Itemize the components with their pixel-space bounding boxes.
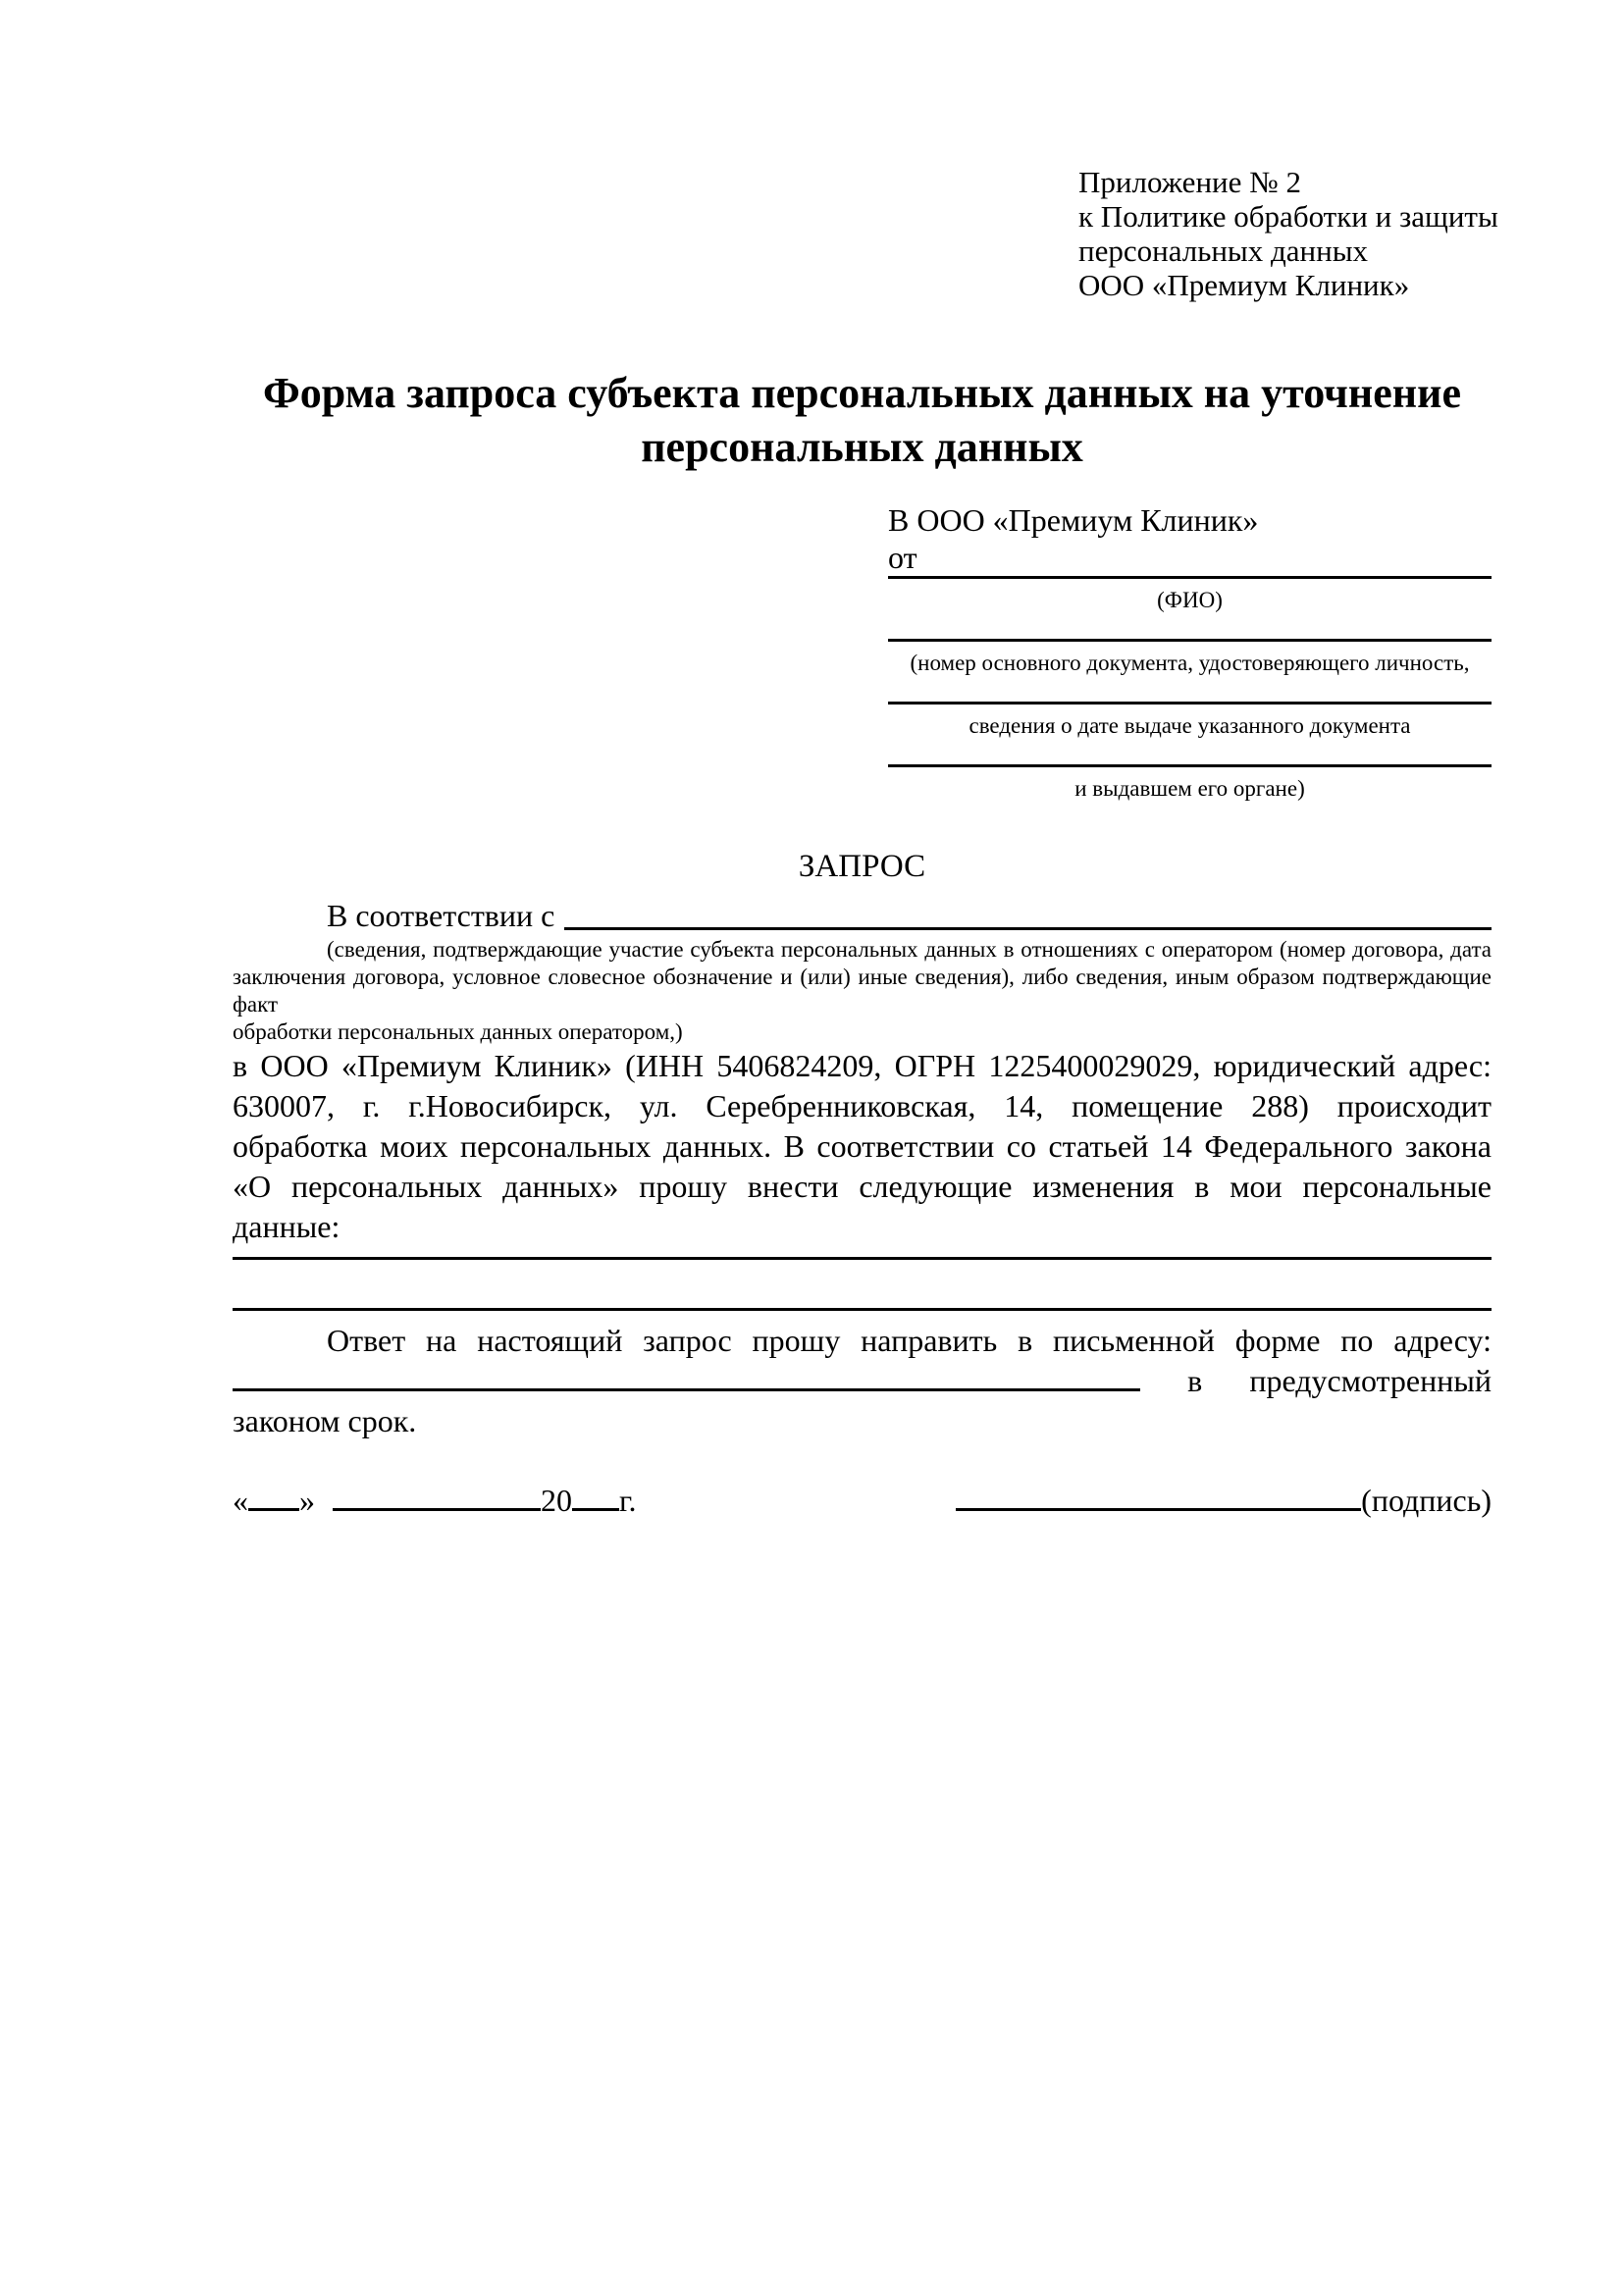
accordance-note-line: заключения договора, условное словесное обозначение и (или) иные сведения), либо сведения, иным образом подтверждающие факт	[233, 965, 1492, 1017]
accordance-note-line: (сведения, подтверждающие участие субъекта персональных данных в отношениях с оператором (номер договора, дата	[327, 937, 1492, 962]
annex-line: ООО «Премиум Клиник»	[1078, 268, 1410, 302]
annex-block	[1078, 165, 1510, 302]
answer-word: предусмотренный	[1249, 1363, 1492, 1398]
request-heading: ЗАПРОС	[798, 849, 926, 884]
addressee-from: от	[888, 540, 917, 575]
annex-line: Приложение № 2	[1078, 165, 1301, 199]
addressee-block	[888, 501, 1492, 802]
signature-caption: (подпись)	[1361, 1483, 1492, 1518]
day-blank-line	[248, 1485, 299, 1511]
signature-field	[956, 1481, 1492, 1521]
accordance-note-line: обработки персональных данных оператором,)	[233, 1019, 683, 1044]
signature-blank-line	[956, 1485, 1361, 1511]
address-blank-line	[233, 1365, 1140, 1391]
answer-paragraph-line: Ответ на настоящий запрос прошу направить в письменной форме по адресу:	[327, 1323, 1492, 1358]
changes-blank-line-1	[233, 1247, 1492, 1260]
accordance-lead: В соответствии с	[327, 898, 555, 933]
answer-word: в	[1187, 1363, 1203, 1398]
month-blank-line	[333, 1485, 541, 1511]
signature-row	[233, 1481, 1492, 1521]
date-field	[233, 1481, 637, 1521]
document-title: Форма запроса субъекта персональных данных на уточнение персональных данных	[263, 369, 1461, 471]
fio-caption: (ФИО)	[1157, 588, 1223, 612]
body-paragraph-line: в ООО «Премиум Клиник» (ИНН 5406824209, ОГРН 1225400029029, юридический адрес:	[233, 1048, 1492, 1083]
changes-blank-line-2	[233, 1260, 1492, 1311]
body-paragraph-line: данные:	[233, 1209, 340, 1244]
body-paragraph-line: «О персональных данных» прошу внести следующие изменения в мои персональные	[233, 1169, 1492, 1204]
addressee-to: В ООО «Премиум Клиник»	[888, 502, 1259, 538]
body-paragraph-line: обработка моих персональных данных. В соответствии со статьей 14 Федерального закона	[233, 1128, 1492, 1164]
document-issue-date-caption: сведения о дате выдаче указанного документа	[969, 713, 1411, 738]
document-number-blank-line	[888, 639, 1492, 642]
accordance-blank-line	[564, 896, 1492, 930]
date-quote-open: «	[233, 1483, 248, 1518]
year-suffix: г.	[619, 1483, 637, 1518]
date-quote-close: »	[299, 1483, 315, 1518]
document-issuer-blank-line	[888, 764, 1492, 767]
accordance-row	[233, 896, 1492, 936]
annex-line: персональных данных	[1078, 234, 1369, 268]
year-prefix: 20	[541, 1483, 572, 1518]
document-issuer-caption: и выдавшем его органе)	[1074, 776, 1305, 801]
document-number-caption: (номер основного документа, удостоверяющего личность,	[910, 651, 1470, 675]
year-blank-line	[572, 1485, 619, 1511]
fio-blank-line	[888, 576, 1492, 579]
answer-paragraph-line: законом срок.	[233, 1403, 417, 1438]
document-issue-date-blank-line	[888, 702, 1492, 704]
body-paragraph-line: 630007, г. г.Новосибирск, ул. Серебренниковская, 14, помещение 288) происходит	[233, 1088, 1492, 1123]
annex-line: к Политике обработки и защиты	[1078, 199, 1498, 234]
answer-address-row	[233, 1361, 1492, 1401]
